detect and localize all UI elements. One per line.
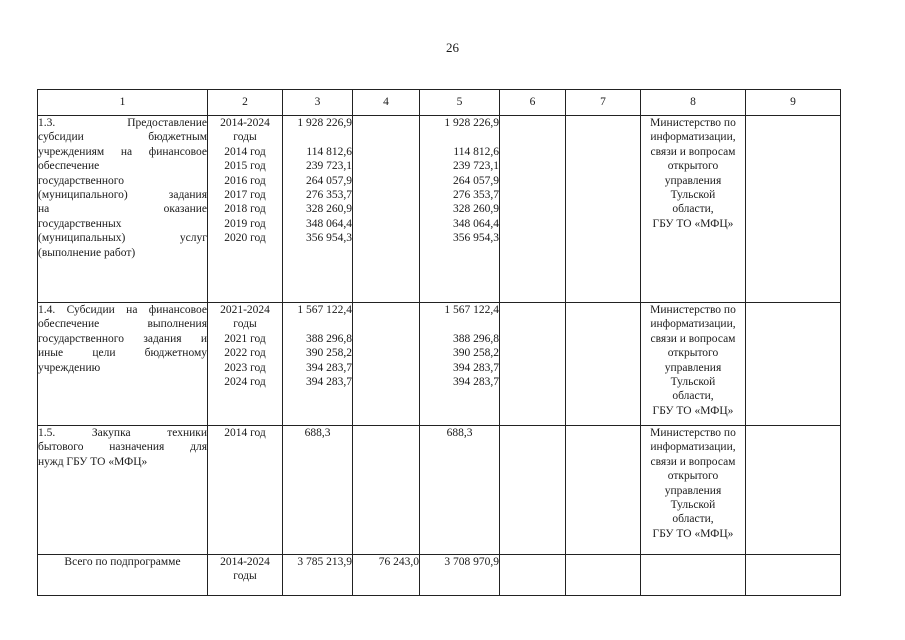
- cell-line: связи и вопросам: [650, 332, 736, 345]
- total-col3: 3 785 213,9: [283, 555, 353, 596]
- col5-total: 1 567 122,4: [444, 304, 499, 316]
- cell-line: (выполнение работ): [38, 246, 136, 259]
- col3-cell: [283, 303, 353, 426]
- cell-line: 2020 год: [224, 232, 266, 245]
- page-number: 26: [446, 40, 459, 55]
- cell-line: 356 954,3: [453, 232, 499, 245]
- cell-line: государственного: [38, 174, 124, 187]
- cell-line: 2023 год: [224, 361, 266, 374]
- header-cell-6: 6: [500, 90, 566, 116]
- cell-line: Министерство по: [650, 427, 736, 439]
- cell-line: 394 283,7: [306, 376, 352, 389]
- cell-line: 2014 год: [224, 427, 266, 439]
- cell-line: 394 283,7: [453, 376, 499, 389]
- col5-cell: [420, 303, 500, 426]
- period-cell: [208, 303, 283, 426]
- cell-line: 2014-2024: [220, 117, 270, 129]
- cell-line: 1.5. Закупка техники: [38, 427, 207, 439]
- col3-cell: [283, 426, 353, 555]
- cell-line: 2022 год: [224, 347, 266, 360]
- total-label: Всего по подпрограмме: [38, 555, 208, 596]
- cell-line: 328 260,9: [453, 203, 499, 216]
- header-row: [38, 90, 841, 116]
- cell-line: 114 812,6: [306, 145, 352, 158]
- cell-line: 390 258,2: [306, 347, 352, 360]
- cell-line: 2018 год: [224, 203, 266, 216]
- activity-name-cell: [38, 303, 208, 426]
- executor-cell: [641, 116, 746, 303]
- executor-cell: [641, 426, 746, 555]
- total-col5: 3 708 970,9: [420, 555, 500, 596]
- total-row: [38, 555, 841, 596]
- cell-line: связи и вопросам: [650, 455, 736, 468]
- cell-line: открытого: [667, 160, 719, 173]
- cell-line: 2015 год: [224, 160, 266, 173]
- cell-line: 2016 год: [224, 174, 266, 187]
- cell-line: открытого: [667, 470, 719, 483]
- cell-line: обеспечение выполнения: [38, 318, 207, 331]
- cell-line: (муниципального) задания: [38, 189, 207, 202]
- header-cell-3: 3: [283, 90, 353, 116]
- cell-line: области,: [672, 513, 714, 526]
- col5-cell: [420, 116, 500, 303]
- cell-line: (муниципальных) услуг: [38, 232, 207, 245]
- cell-line: годы: [233, 131, 257, 144]
- col3-cell: [283, 116, 353, 303]
- cell-line: нужд ГБУ ТО «МФЦ»: [38, 455, 148, 468]
- table-row: [38, 303, 841, 426]
- col4-cell: [353, 116, 420, 303]
- cell-line: области,: [672, 203, 714, 216]
- cell-line: связи и вопросам: [650, 145, 736, 158]
- cell-line: 328 260,9: [306, 203, 352, 216]
- table-row: [38, 116, 841, 303]
- cell-line: 114 812,6: [453, 145, 499, 158]
- total-col6: [500, 555, 566, 596]
- cell-line: 276 353,7: [306, 189, 352, 202]
- cell-line: информатизации,: [650, 131, 736, 144]
- cell-line: Тульской: [670, 189, 716, 202]
- cell-line: учреждению: [38, 361, 101, 374]
- cell-line: на оказание: [38, 203, 207, 216]
- total-col7: [566, 555, 641, 596]
- cell-line: 2014-2024: [220, 556, 270, 568]
- header-cell-1: 1: [38, 90, 208, 116]
- col9-cell: [746, 303, 841, 426]
- budget-table: [37, 89, 841, 596]
- period-cell: [208, 116, 283, 303]
- cell-line: 388 296,8: [453, 332, 499, 345]
- total-period-cell: [208, 555, 283, 596]
- col5-cell: [420, 426, 500, 555]
- total-col4: 76 243,0: [353, 555, 420, 596]
- table-row: [38, 426, 841, 555]
- cell-line: государственного задания и: [38, 332, 207, 345]
- col9-cell: [746, 426, 841, 555]
- activity-name-cell: [38, 116, 208, 303]
- period-cell: [208, 426, 283, 555]
- col9-cell: [746, 116, 841, 303]
- cell-line: 2017 год: [224, 189, 266, 202]
- col5-total: 1 928 226,9: [444, 117, 499, 129]
- cell-line: Министерство по: [650, 304, 736, 316]
- cell-line: 348 064,4: [306, 217, 352, 230]
- header-cell-8: 8: [641, 90, 746, 116]
- cell-line: открытого: [667, 347, 719, 360]
- cell-line: 2021-2024: [220, 304, 270, 316]
- cell-line: Министерство по: [650, 117, 736, 129]
- header-cell-4: 4: [353, 90, 420, 116]
- cell-line: Тульской: [670, 499, 716, 512]
- cell-line: 348 064,4: [453, 217, 499, 230]
- cell-line: 356 954,3: [306, 232, 352, 245]
- cell-line: 394 283,7: [306, 361, 352, 374]
- col7-cell: [566, 303, 641, 426]
- col6-cell: [500, 116, 566, 303]
- cell-line: информатизации,: [650, 441, 736, 454]
- cell-line: 1.4. Субсидии на финансовое: [38, 304, 207, 316]
- header-cell-2: 2: [208, 90, 283, 116]
- cell-line: ГБУ ТО «МФЦ»: [652, 404, 734, 417]
- executor-cell: [641, 303, 746, 426]
- col7-cell: [566, 426, 641, 555]
- header-cell-7: 7: [566, 90, 641, 116]
- cell-line: 264 057,9: [453, 174, 499, 187]
- col3-total: 1 928 226,9: [297, 117, 352, 129]
- col3-total: 688,3: [304, 427, 331, 439]
- cell-line: 264 057,9: [306, 174, 352, 187]
- cell-line: ГБУ ТО «МФЦ»: [652, 527, 734, 540]
- col3-total: 1 567 122,4: [297, 304, 352, 316]
- cell-line: Тульской: [670, 376, 716, 389]
- header-cell-5: 5: [420, 90, 500, 116]
- cell-line: иные цели бюджетному: [38, 347, 207, 360]
- cell-line: 390 258,2: [453, 347, 499, 360]
- cell-line: 1.3. Предоставление: [38, 117, 207, 129]
- cell-line: учреждениям на финансовое: [38, 145, 207, 158]
- cell-line: управления: [664, 484, 722, 497]
- col7-cell: [566, 116, 641, 303]
- cell-line: области,: [672, 390, 714, 403]
- cell-line: ГБУ ТО «МФЦ»: [652, 217, 734, 230]
- cell-line: 239 723,1: [453, 160, 499, 173]
- cell-line: 2024 год: [224, 376, 266, 389]
- col5-total: 688,3: [446, 427, 473, 439]
- cell-line: 276 353,7: [453, 189, 499, 202]
- col6-cell: [500, 426, 566, 555]
- cell-line: 2014 год: [224, 145, 266, 158]
- cell-line: государственных: [38, 217, 122, 230]
- col4-cell: [353, 426, 420, 555]
- activity-name-cell: [38, 426, 208, 555]
- cell-line: 2021 год: [224, 332, 266, 345]
- cell-line: управления: [664, 174, 722, 187]
- cell-line: субсидии бюджетным: [38, 131, 207, 144]
- total-col9: [746, 555, 841, 596]
- col4-cell: [353, 303, 420, 426]
- cell-line: обеспечение: [38, 160, 100, 173]
- cell-line: 388 296,8: [306, 332, 352, 345]
- cell-line: годы: [233, 318, 257, 331]
- total-col8: [641, 555, 746, 596]
- cell-line: информатизации,: [650, 318, 736, 331]
- cell-line: 394 283,7: [453, 361, 499, 374]
- cell-line: 2019 год: [224, 217, 266, 230]
- cell-line: 239 723,1: [306, 160, 352, 173]
- col6-cell: [500, 303, 566, 426]
- cell-line: бытового назначения для: [38, 441, 207, 454]
- header-cell-9: 9: [746, 90, 841, 116]
- cell-line: управления: [664, 361, 722, 374]
- cell-line: годы: [233, 570, 257, 583]
